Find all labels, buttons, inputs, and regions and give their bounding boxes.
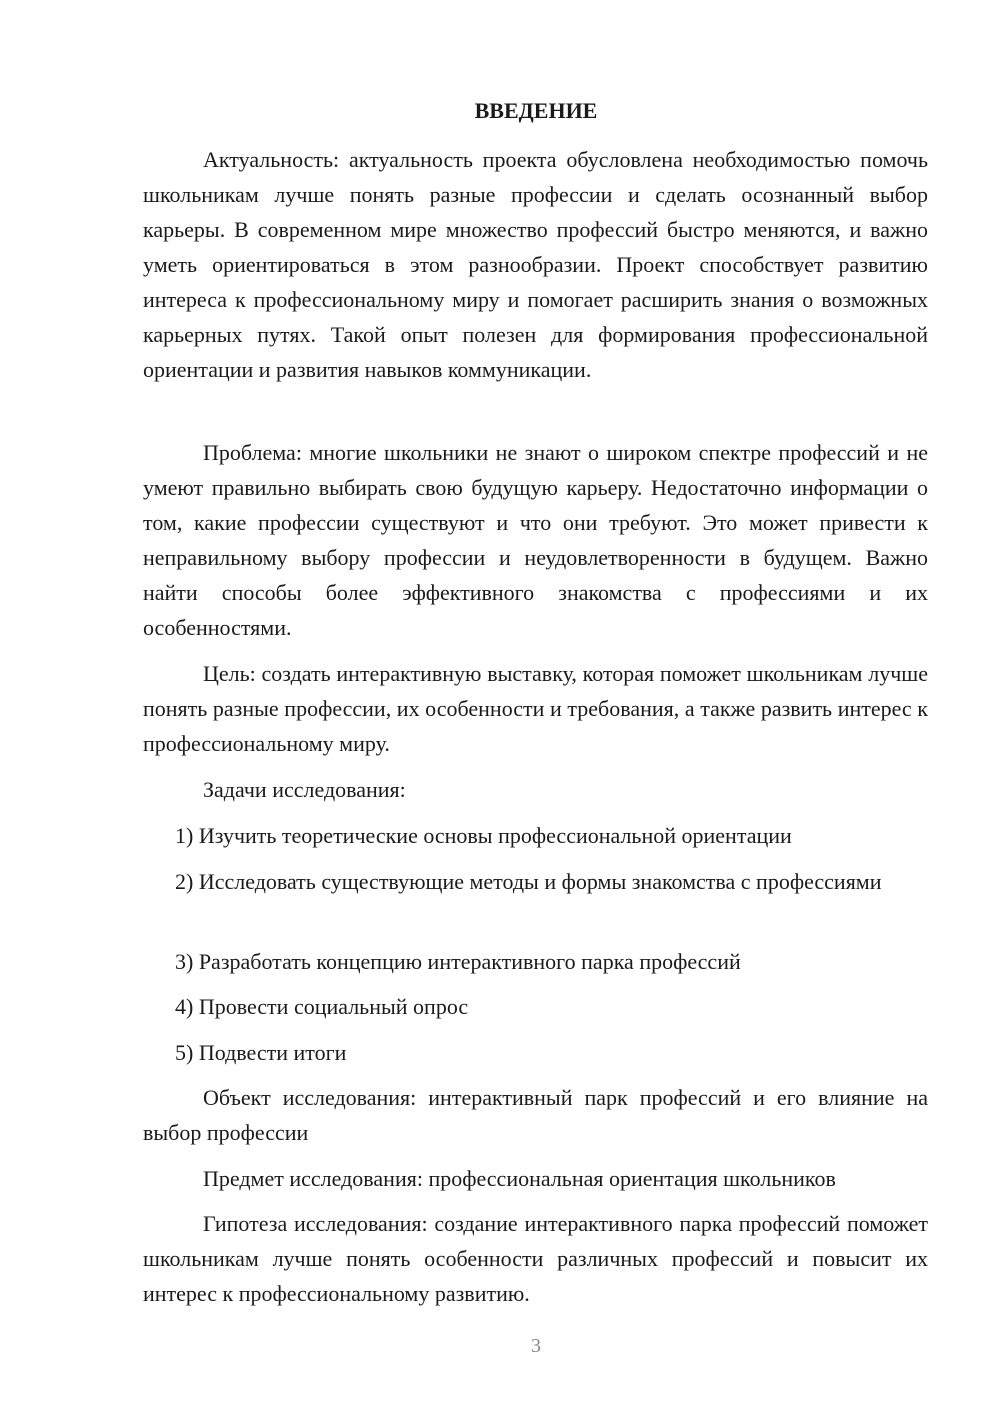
task-item-1: 1) Изучить теоретические основы профессиональной ориентации xyxy=(175,823,792,848)
task-item-3: 3) Разработать концепцию интерактивного парка профессий xyxy=(175,949,741,974)
subject-paragraph: Предмет исследования: профессиональная ориентация школьников xyxy=(203,1166,836,1191)
goal-paragraph: Цель: создать интерактивную выставку, которая поможет школьникам лучше понять разные профессии, их особенности и требования, а также развить интерес к профессиональному миру. xyxy=(143,661,928,756)
task-item-4: 4) Провести социальный опрос xyxy=(175,994,469,1019)
problem-paragraph: Проблема: многие школьники не знают о широком спектре профессий и не умеют правильно выбирать свою будущую карьеру. Недостаточно информации о том, какие профессии существуют и что они требуют. Это может привести к неправильному выбору профессии и неудовлетворенности в будущем. Важно найти способы более эффективного знакомства с профессиями и их особенностями. xyxy=(143,440,928,640)
relevance-paragraph: Актуальность: актуальность проекта обусловлена необходимостью помочь школьникам лучше понять разные профессии и сделать осознанный выбор карьеры. В современном мире множество профессий быстро меняются, и важно уметь ориентироваться в этом разнообразии. Проект способствует развитию интереса к профессиональному миру и помогает расширить знания о возможных карьерных путях. Такой опыт полезен для формирования профессиональной ориентации и развития навыков коммуникации. xyxy=(143,147,928,382)
object-paragraph: Объект исследования: интерактивный парк профессий и его влияние на выбор профессии xyxy=(143,1085,928,1145)
hypothesis-paragraph: Гипотеза исследования: создание интерактивного парка профессий поможет школьникам лучше понять особенности различных профессий и повысит их интерес к профессиональному развитию. xyxy=(143,1211,928,1306)
tasks-heading: Задачи исследования: xyxy=(203,777,406,802)
task-item-2: 2) Исследовать существующие методы и формы знакомства с профессиями xyxy=(175,869,882,894)
task-item-5: 5) Подвести итоги xyxy=(175,1040,347,1065)
section-heading: ВВЕДЕНИЕ xyxy=(474,98,598,123)
page-number: 3 xyxy=(531,1335,541,1357)
